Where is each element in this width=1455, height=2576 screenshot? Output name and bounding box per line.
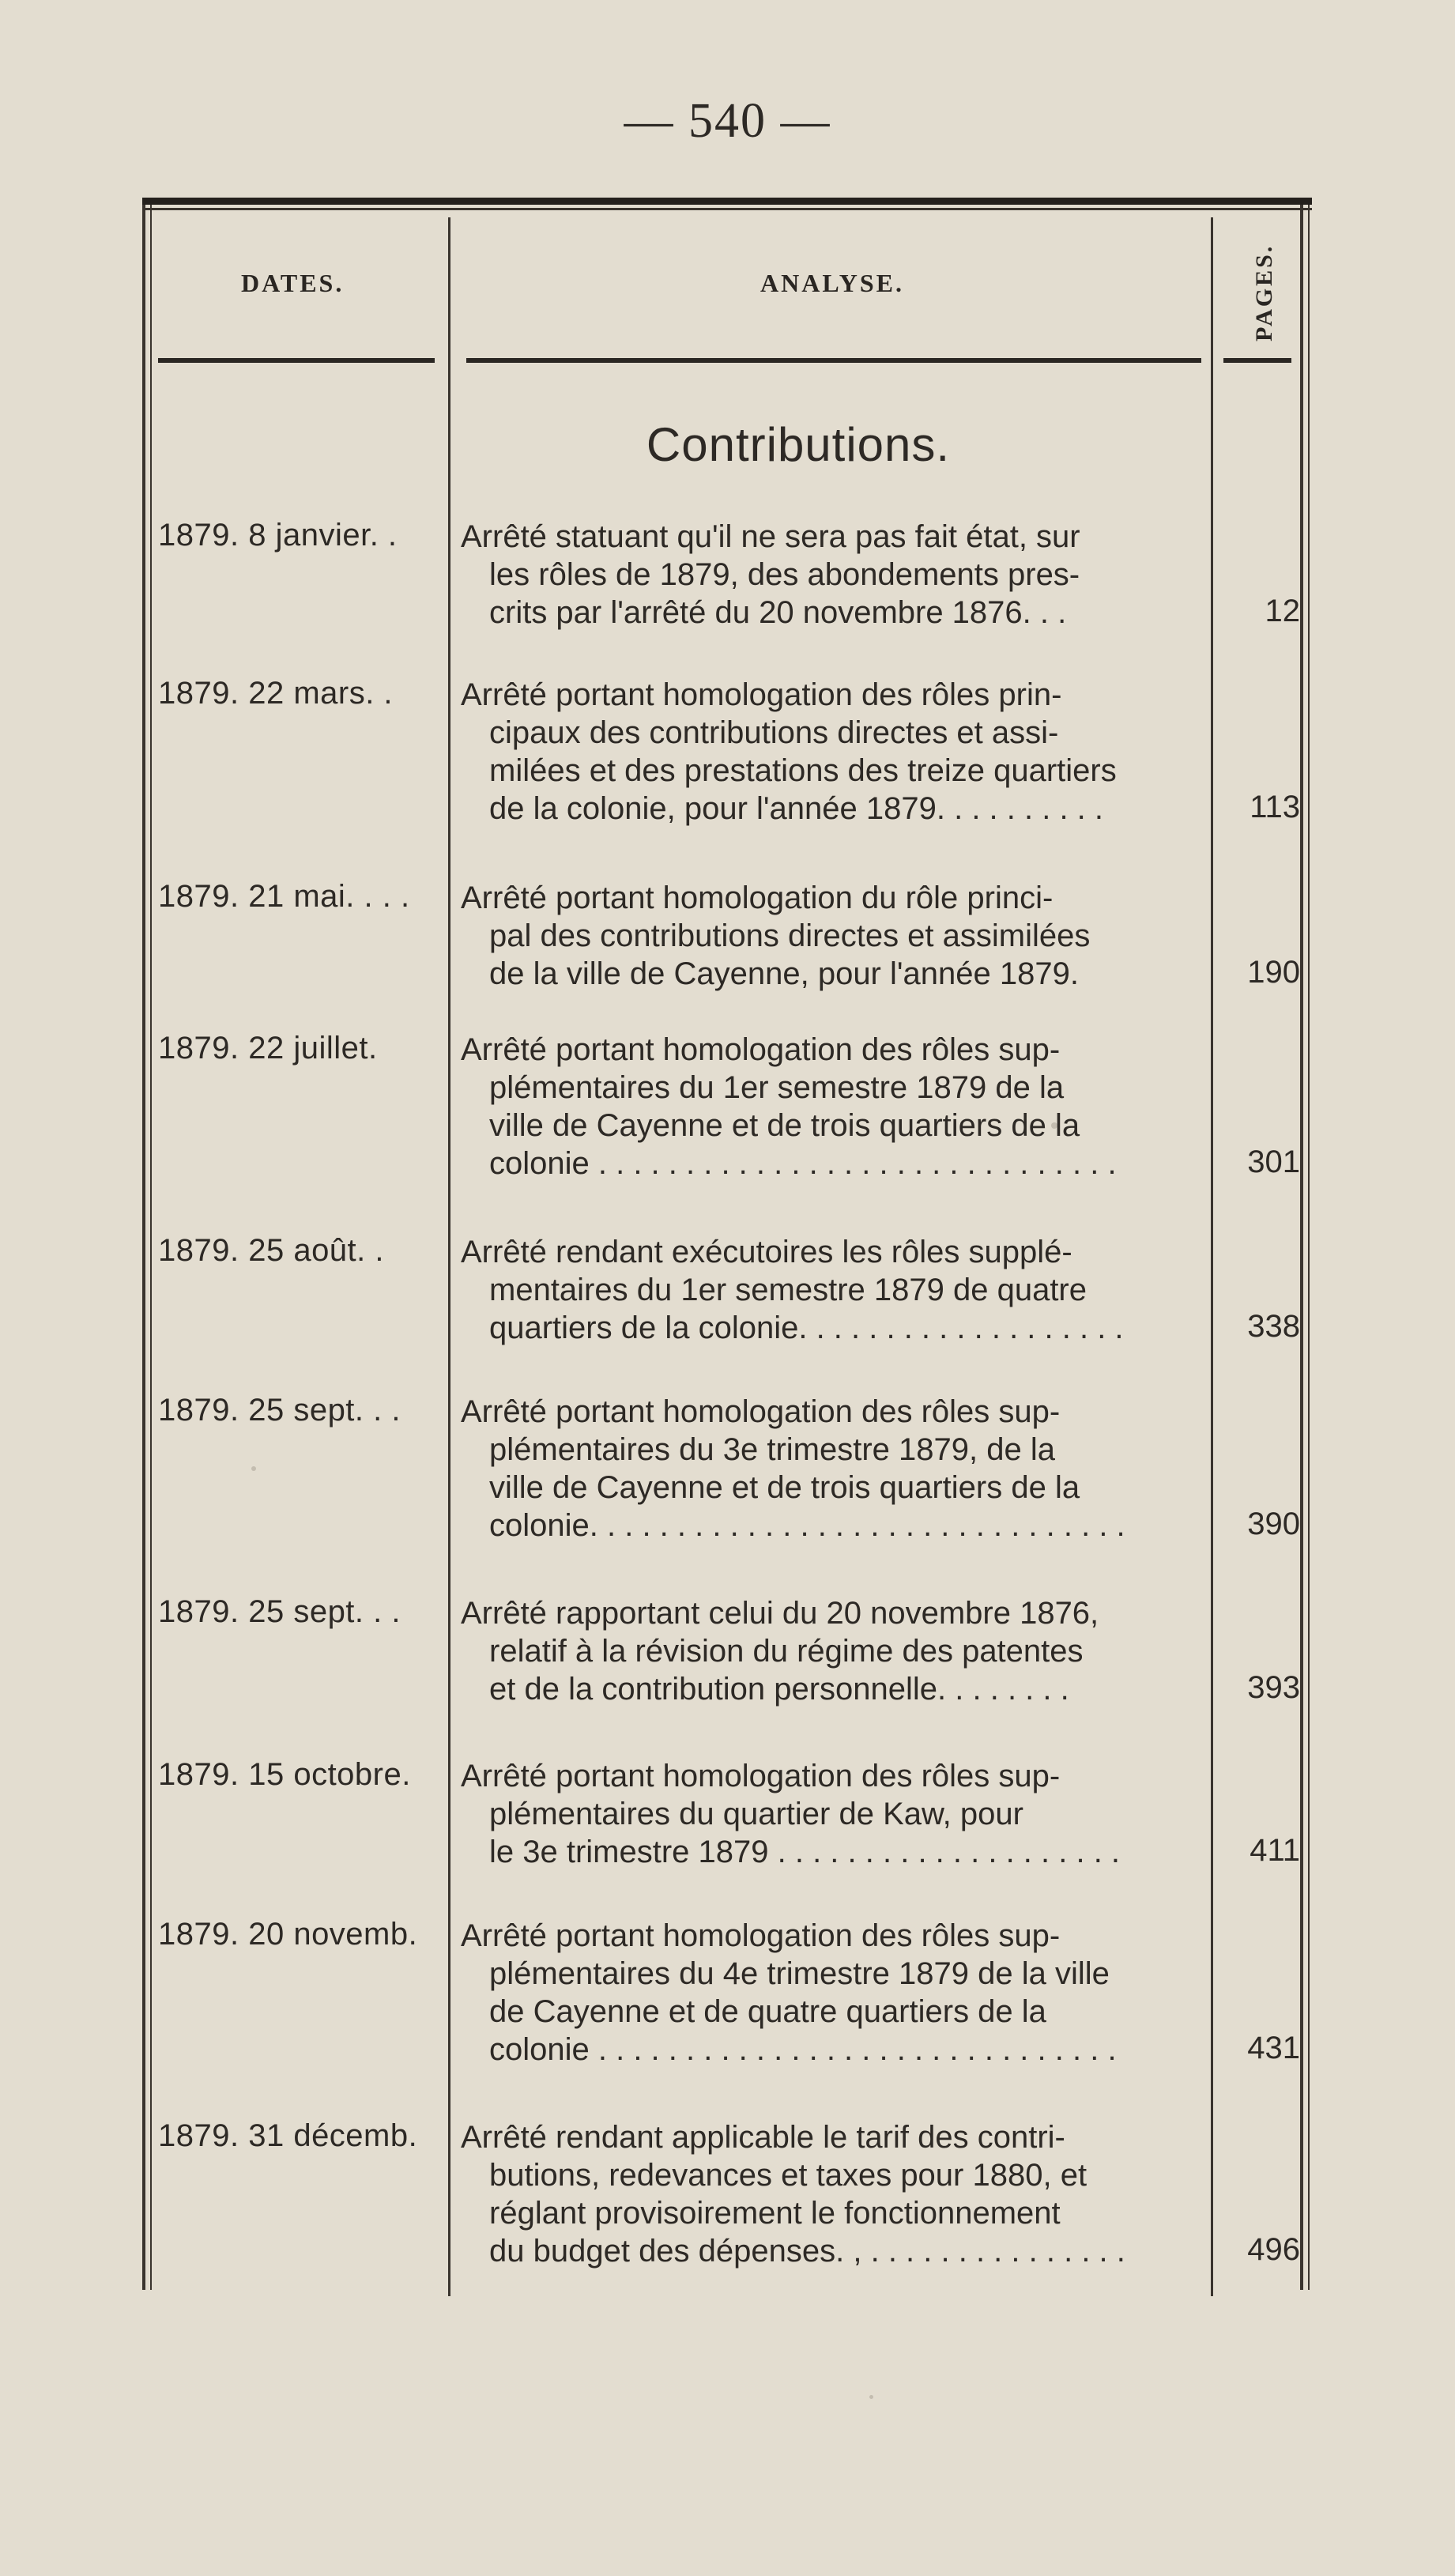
divider-pages: [1211, 217, 1213, 2296]
analysis-line: de Cayenne et de quatre quartiers de la: [489, 1994, 1046, 2029]
analysis-line: plémentaires du 4e trimestre 1879 de la ville: [489, 1956, 1110, 1991]
entry-date: 1879. 25 août. .: [158, 1233, 385, 1268]
analysis-line: de la ville de Cayenne, pour l'année 1879.: [489, 956, 1079, 991]
entry-analysis: [461, 1031, 1201, 1182]
analysis-line: Arrêté portant homologation des rôles sup-: [461, 1032, 1061, 1067]
entry-page: 496: [1247, 2232, 1300, 2267]
analysis-line: Arrêté portant homologation du rôle princi-: [461, 881, 1054, 915]
analysis-line: le 3e trimestre 1879 . . . . . . . . . . . . . . . . . . . .: [489, 1835, 1121, 1869]
analysis-line: milées et des prestations des treize quartiers: [489, 753, 1117, 788]
entry-date: 1879. 22 juillet.: [158, 1031, 378, 1065]
analysis-line: Arrêté portant homologation des rôles sup-: [461, 1759, 1061, 1793]
entry-analysis: [461, 2118, 1201, 2270]
entry-page: 190: [1247, 955, 1300, 990]
entry-analysis: [461, 879, 1201, 993]
section-title: Contributions.: [646, 418, 951, 471]
analysis-line: cipaux des contributions directes et assi-: [489, 715, 1059, 750]
entry-date: 1879. 25 sept. . .: [158, 1594, 401, 1629]
entry-analysis: [461, 1594, 1201, 1708]
entry-date: 1879. 22 mars. .: [158, 676, 394, 711]
entry-date: 1879. 25 sept. . .: [158, 1393, 401, 1428]
paper-speck: [1051, 1122, 1057, 1129]
analysis-line: colonie . . . . . . . . . . . . . . . . . . . . . . . . . . . . . .: [489, 1146, 1117, 1181]
entry-analysis: [461, 676, 1201, 828]
entry-date: 1879. 20 novemb.: [158, 1917, 418, 1952]
border-inner-left: [150, 199, 152, 2290]
entry-date: 1879. 15 octobre.: [158, 1757, 411, 1792]
analysis-line: ville de Cayenne et de trois quartiers de la: [489, 1108, 1080, 1143]
top-rule: [142, 198, 1312, 205]
analysis-line: Arrêté portant homologation des rôles sup-: [461, 1394, 1061, 1429]
analysis-line: et de la contribution personnelle. . . . . . . .: [489, 1672, 1069, 1707]
entry-page: 431: [1247, 2031, 1300, 2065]
analysis-line: pal des contributions directes et assimilées: [489, 918, 1091, 953]
analysis-line: Arrêté rendant applicable le tarif des contri-: [461, 2120, 1065, 2155]
header-pages: PAGES.: [1251, 243, 1277, 341]
analysis-line: crits par l'arrêté du 20 novembre 1876. . .: [489, 595, 1067, 630]
border-outer-right: [1300, 199, 1303, 2290]
entry-page: 301: [1247, 1145, 1300, 1179]
page-number: — 540 —: [624, 94, 831, 148]
entry-analysis: [461, 1757, 1201, 1871]
analysis-line: mentaires du 1er semestre 1879 de quatre: [489, 1273, 1087, 1307]
analysis-line: Arrêté rendant exécutoires les rôles supplé-: [461, 1235, 1072, 1269]
paper-speck: [869, 2395, 873, 2399]
border-outer-left: [142, 199, 145, 2290]
entry-date: 1879. 8 janvier. .: [158, 518, 398, 553]
analysis-line: de la colonie, pour l'année 1879. . . . . . . . . .: [489, 791, 1104, 826]
analysis-line: plémentaires du 1er semestre 1879 de la: [489, 1070, 1065, 1105]
entry-page: 113: [1250, 790, 1300, 824]
analysis-line: Arrêté statuant qu'il ne sera pas fait état, sur: [461, 519, 1080, 554]
analysis-line: les rôles de 1879, des abondements pres-: [489, 557, 1080, 592]
analysis-line: du budget des dépenses. , . . . . . . . . . . . . . . .: [489, 2234, 1125, 2269]
entry-page: 338: [1247, 1309, 1300, 1344]
analysis-line: relatif à la révision du régime des patentes: [489, 1634, 1084, 1669]
entry-analysis: [461, 1917, 1201, 2069]
analysis-line: colonie. . . . . . . . . . . . . . . . . . . . . . . . . . . . . . .: [489, 1508, 1125, 1543]
paper-speck: [251, 1466, 256, 1471]
analysis-line: colonie . . . . . . . . . . . . . . . . . . . . . . . . . . . . . .: [489, 2032, 1117, 2067]
divider-dates: [448, 217, 450, 2296]
entry-page: 411: [1250, 1833, 1300, 1868]
entry-date: 1879. 31 décemb.: [158, 2118, 418, 2153]
analysis-line: quartiers de la colonie. . . . . . . . . . . . . . . . . . .: [489, 1311, 1124, 1345]
entry-page: 393: [1247, 1670, 1300, 1705]
header-rule-dates: [158, 358, 435, 363]
entry-analysis: [461, 1233, 1201, 1347]
analysis-line: réglant provisoirement le fonctionnement: [489, 2196, 1061, 2231]
entry-analysis: [461, 1393, 1201, 1544]
header-analysis: ANALYSE.: [760, 269, 904, 297]
entry-page: 390: [1247, 1507, 1300, 1541]
analysis-line: plémentaires du 3e trimestre 1879, de la: [489, 1432, 1055, 1467]
entry-date: 1879. 21 mai. . . .: [158, 879, 410, 914]
analysis-line: butions, redevances et taxes pour 1880, et: [489, 2158, 1087, 2193]
border-inner-right: [1308, 199, 1310, 2290]
top-rule-thin: [142, 208, 1312, 210]
header-rule-pages: [1223, 358, 1291, 363]
entry-page: 12: [1265, 594, 1300, 628]
analysis-line: plémentaires du quartier de Kaw, pour: [489, 1797, 1023, 1831]
analysis-line: ville de Cayenne et de trois quartiers de la: [489, 1470, 1080, 1505]
entry-analysis: [461, 518, 1201, 632]
analysis-line: Arrêté portant homologation des rôles sup-: [461, 1918, 1061, 1953]
header-rule-analysis: [466, 358, 1201, 363]
header-dates: DATES.: [241, 269, 345, 297]
analysis-line: Arrêté portant homologation des rôles prin-: [461, 677, 1062, 712]
analysis-line: Arrêté rapportant celui du 20 novembre 1876,: [461, 1596, 1099, 1631]
